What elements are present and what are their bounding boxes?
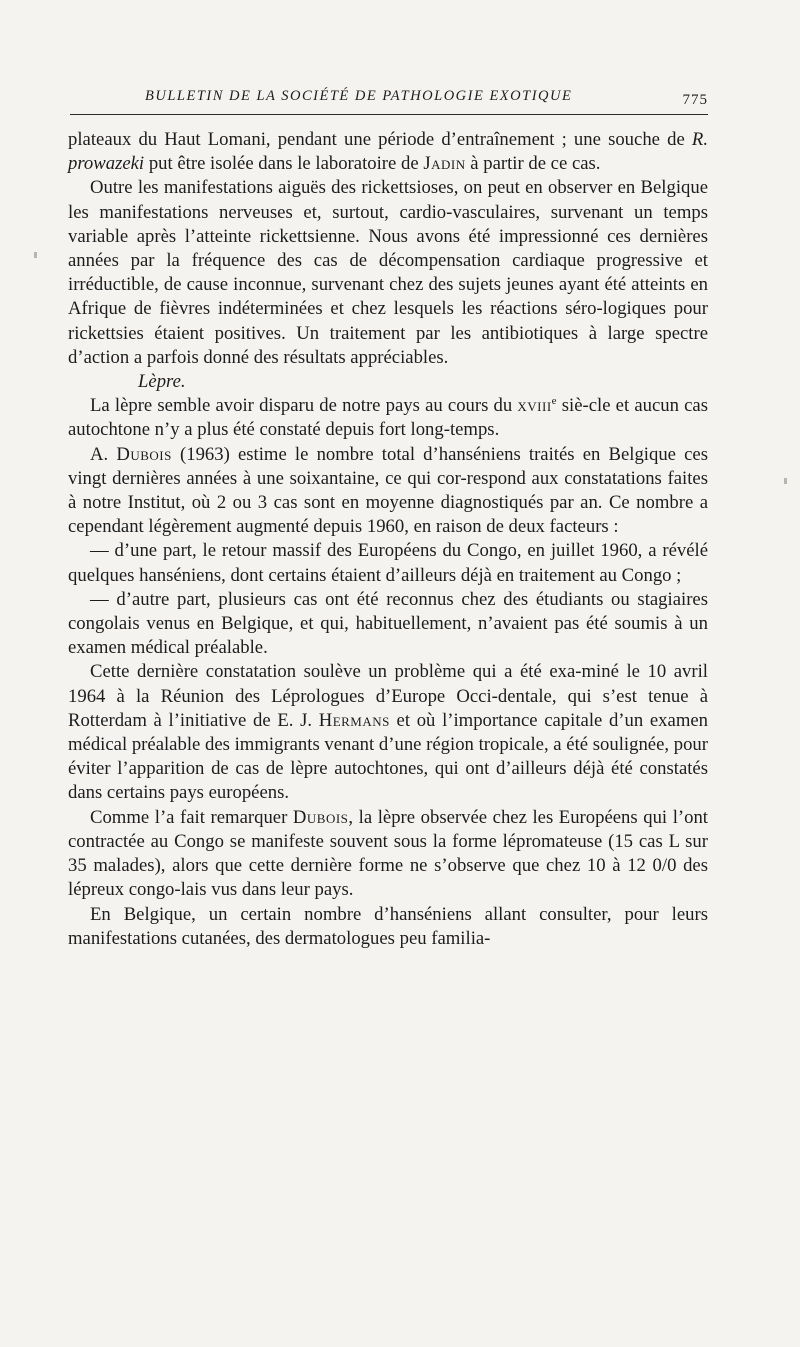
author-name: Jadin [423,153,466,175]
running-head [70,88,708,115]
paragraph-lepromatous-form: Comme l’a fait remarquer Dubois, la lèpre observée chez les Européens qui l’ont contractée au Congo se manifeste souvent sous la forme lépromateuse (15 cas L sur 35 malades), alors que cette dernière forme ne s’observe que chez 10 à 12 0/0 des lépreux congo-lais vus dans leur pays. [68,806,709,901]
species-name: R. prowazeki [68,129,708,175]
page-number: 775 [682,92,708,108]
author-name: Hermans [318,709,390,731]
author-name: Dubois [116,443,172,465]
body-text [68,128,708,951]
paragraph-rotterdam-meeting: Cette dernière constatation soulève un problème qui a été exa-miné le 10 avril 1964 à la Réunion des Léprologues d’Europe Occi-dentale, qui s’est tenue à Rotterdam à l’initiative de E. J. Hermans et où l’importance capitale d’un examen médical préalable des immigrants venant d’une région tropicale, a été soulignée, pour éviter l’apparition de cas de lèpre autochtones, qui ont d’ailleurs déjà été constatés dans certains pays européens. [68,661,708,804]
paragraph-rickettsia-isolation: plateaux du Haut Lomani, pendant une période d’entraînement ; une souche de R. prowazeki put être isolée dans le laboratoire de Jadin à partir de ce cas. [68,129,708,175]
paragraph-leprosy-history: La lèpre semble avoir disparu de notre pays au cours du xviii$^e$ siè-cle et aucun cas autochtone n’y a plus été constaté depuis fort long-temps. [68,395,708,441]
paragraph-belgium-dermatologists: En Belgique, un certain nombre d’hanséniens allant consulter, pour leurs manifestations cutanées, des dermatologues peu familia- [68,903,708,949]
paper-speck [34,252,37,258]
running-title: BULLETIN DE LA SOCIÉTÉ DE PATHOLOGIE EXOTIQUE [145,88,573,104]
paragraph-rickettsioses: Outre les manifestations aiguës des rickettsioses, on peut en observer en Belgique les manifestations nerveuses et, surtout, cardio-vasculaires, survenant un temps variable après l’atteinte rickettsienne. Nous avons été impressionné ces dernières années par la fréquence des cas de décompensation cardiaque progressive et irréductible, de cause inconnue, survenant chez des sujets jeunes ayant été atteints en Afrique de fièvres indéterminées et chez lesquels les réactions séro-logiques pour rickettsies étaient positives. Un traitement par les antibiotiques à large spectre d’action a parfois donné des résultats appréciables. [68,177,708,368]
paragraph-factor-one: — d’une part, le retour massif des Européens du Congo, en juillet 1960, a révélé quelques hanséniens, dont certains étaient d’ailleurs déjà en traitement au Congo ; [68,540,708,586]
century-numeral: xviii [517,395,552,417]
paper-speck [784,478,787,484]
paragraph-factor-two: — d’autre part, plusieurs cas ont été reconnus chez des étudiants ou stagiaires congolais venus en Belgique, et qui, habituellement, n’avaient pas été soumis à un examen médical préalable. [68,588,708,659]
paragraph-dubois-estimate: A. Dubois (1963) estime le nombre total d’hanséniens traités en Belgique ces vingt dernières années à une soixantaine, ce qui cor-respond aux constatations faites à notre Institut, où 2 ou 3 cas sont en moyenne diagnostiqués par an. Ce nombre a cependant légèrement augmenté depuis 1960, en raison de deux facteurs : [68,443,708,538]
section-title: Lèpre. [138,371,186,393]
author-name: Dubois [292,806,349,828]
